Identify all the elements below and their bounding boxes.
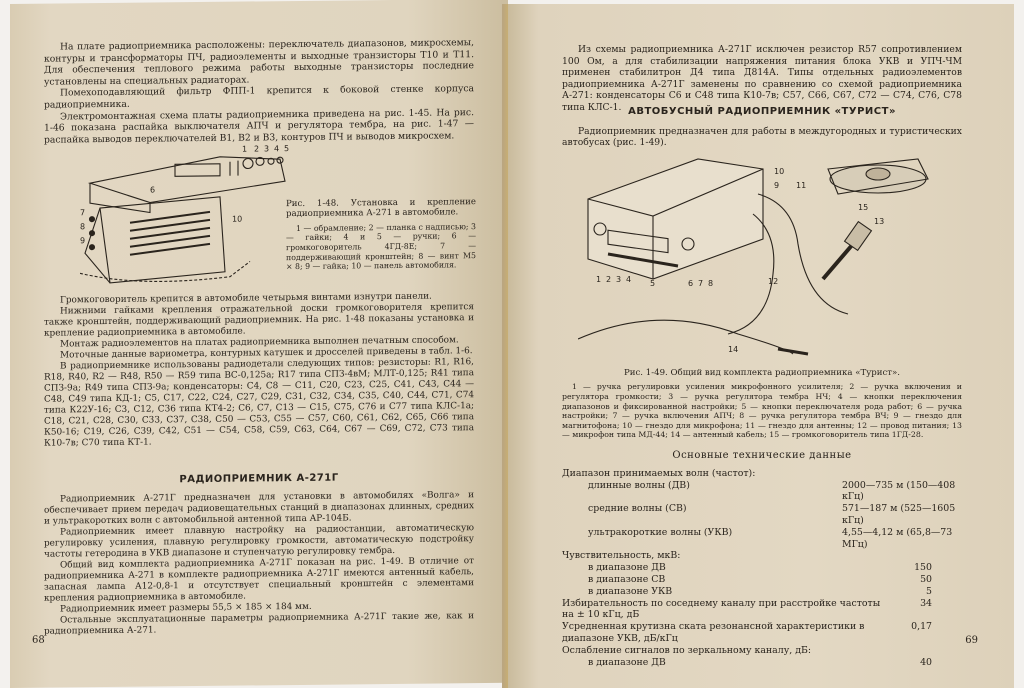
figure-label: 4 bbox=[274, 144, 280, 154]
section-heading: РАДИОПРИЕМНИК А-271Г bbox=[179, 472, 339, 486]
paragraph: Помехоподавляющий фильтр ФПП-1 крепится к боковой стенке корпуса радиоприемника. bbox=[44, 83, 474, 111]
a271g-section bbox=[44, 461, 474, 638]
spec-label: в диапазоне СВ bbox=[588, 573, 666, 585]
paragraph: Остальные эксплуатационные параметры радиоприемника А-271Г такие же, как и радиоприемника А-271. bbox=[44, 611, 474, 637]
paragraph: Громкоговоритель крепится в автомобиле четырьмя винтами изнутри панели. bbox=[60, 291, 432, 306]
figure-label: 9 bbox=[774, 181, 780, 190]
spec-row bbox=[562, 503, 962, 527]
paragraph: Радиоприемник А-271Г предназначен для установки в автомобилях «Волга» и обеспечивает прием передач радиовещательных станций в диапазонах длинных, средних и ультракоротких волн с автомобильной антенной типа АР-104Б. bbox=[44, 490, 474, 527]
figure-label: 2 bbox=[254, 144, 260, 154]
paragraph: Общий вид комплекта радиоприемника А-271Г показан на рис. 1-49. В отличие от радиоприемника А-271 в комплекте радиоприемника А-271Г имеются антенный кабель, запасная лампа А12-0,8-1 и отсутствует специальный кронштейн с элементами крепления радиоприемника в автомобиле. bbox=[44, 556, 474, 604]
paragraph: Моточные данные вариометра, контурных катушек и дросселей приведены в табл. 1-6. bbox=[60, 346, 473, 361]
spec-label: в диапазоне УКВ bbox=[588, 585, 673, 597]
figure-label: 2 bbox=[606, 275, 612, 284]
specs-section bbox=[562, 450, 962, 668]
left-intro bbox=[44, 37, 474, 146]
spec-row bbox=[562, 527, 962, 551]
spec-value bbox=[842, 468, 962, 480]
spec-row bbox=[562, 480, 962, 504]
figure-label: 13 bbox=[874, 217, 885, 226]
spec-label: средние волны (СВ) bbox=[588, 503, 687, 515]
spec-value: 40 bbox=[920, 656, 932, 668]
right-page bbox=[508, 4, 1014, 688]
specs-list bbox=[562, 468, 962, 669]
figure-legend: 1 — обрамление; 2 — планка с надписью; 3 — гайки; 4 и 5 — ручки; 6 — громкоговоритель 4ГД-8Е; 7 — поддерживающий кронштейн; 8 — винт М5 × 8; 9 — гайка; 10 — панель автомобиля. bbox=[286, 221, 476, 272]
spec-value: 571—187 м (525—1605 кГц) bbox=[842, 503, 956, 526]
figure-label: 3 bbox=[616, 275, 622, 284]
turist-section bbox=[562, 96, 962, 149]
spec-row bbox=[562, 550, 962, 562]
spec-value bbox=[842, 645, 962, 657]
spec-value: 0,17 bbox=[911, 621, 932, 633]
spec-row bbox=[562, 598, 962, 622]
spec-label: ультракороткие волны (УКВ) bbox=[588, 526, 733, 538]
spec-row bbox=[562, 621, 962, 645]
spec-value: 150 bbox=[914, 562, 932, 574]
figure-label: 9 bbox=[80, 236, 86, 246]
book-spread bbox=[10, 4, 1014, 688]
spec-value: 34 bbox=[920, 597, 932, 609]
figure-label: 1 bbox=[596, 275, 602, 284]
figure-label: 6 bbox=[150, 185, 156, 195]
spec-label: в диапазоне ДВ bbox=[588, 656, 666, 668]
figure-label: 14 bbox=[728, 345, 739, 354]
specs-heading: Основные технические данные bbox=[672, 450, 852, 461]
spec-value: 2000—735 м (150—408 кГц) bbox=[842, 479, 956, 503]
spec-label: в диапазоне ДВ bbox=[588, 562, 666, 574]
figure-label: 7 bbox=[698, 279, 704, 288]
figure-label: 1 bbox=[242, 144, 248, 154]
figure-1-49-caption bbox=[562, 368, 962, 440]
figure-1-48-caption bbox=[286, 197, 476, 272]
page-number: 68 bbox=[32, 634, 45, 646]
left-page bbox=[10, 0, 508, 688]
spec-row bbox=[562, 657, 962, 669]
spec-label: длинные волны (ДВ) bbox=[588, 479, 690, 491]
spec-value: 5 bbox=[926, 585, 932, 597]
spec-value: 50 bbox=[920, 573, 932, 585]
figure-label: 15 bbox=[858, 203, 869, 212]
paragraph: Радиоприемник имеет размеры 55,5 × 185 × 184 мм. bbox=[60, 601, 312, 615]
paragraph: Из схемы радиоприемника А-271Г исключен резистор R57 сопротивлением 100 Ом, а для стабилизации напряжения питания блока УКВ и УПЧ-ЧМ применен стабилитрон Д4 типа Д814А. Типы отдельных радиоэлементов радиоприемника А-271Г заменены по сравнению со схемой радиоприемника А-271: конденсаторы C6 и C48 типа К10-7в; C57, C66, C67, C72 — C74, C76, C78 типа КЛС-1. bbox=[562, 44, 962, 113]
figure-legend: 1 — ручка регулировки усиления микрофонного усилителя; 2 — ручка включения и регулятора громкости; 3 — ручка регулятора тембра НЧ; 4 — кнопки переключения диапазонов и фиксированной настройки; 5 — кнопки переключателя рода работ; 6 — ручка настройки; 7 — ручка включения АПЧ; 8 — ручка регулятора тембра ВЧ; 9 — гнездо для магнитофона; 10 — гнездо для микрофона; 11 — гнездо для антенны; 12 — провод питания; 13 — микрофон типа МД-44; 14 — антенный кабель; 15 — громкоговоритель типа 1ГД-28. bbox=[562, 382, 962, 440]
spec-row bbox=[562, 468, 962, 480]
figure-label: 8 bbox=[708, 279, 714, 288]
figure-label: 3 bbox=[264, 144, 270, 154]
spec-value: 4,55—4,12 м (65,8—73 МГц) bbox=[842, 526, 953, 550]
spec-label: Усредненная крутизна ската резонансной характеристики в диапазоне УКВ, дБ/кГц bbox=[562, 621, 865, 644]
figure-label: 8 bbox=[80, 222, 86, 232]
spec-label: Чувствительность, мкВ: bbox=[562, 550, 681, 562]
spec-row bbox=[562, 586, 962, 598]
spec-row bbox=[562, 562, 962, 574]
figure-label: 7 bbox=[80, 208, 86, 218]
spec-value bbox=[842, 550, 962, 562]
figure-label: 12 bbox=[768, 277, 779, 286]
paragraph: Радиоприемник предназначен для работы в междугородных и туристических автобусах (рис. 1-49). bbox=[562, 125, 962, 149]
figure-label: 5 bbox=[284, 144, 290, 154]
spec-label: Диапазон принимаемых волн (частот): bbox=[562, 467, 756, 479]
spec-label: Ослабление сигналов по зеркальному каналу, дБ: bbox=[562, 644, 812, 656]
left-mount-section bbox=[44, 291, 474, 450]
paragraph: На плате радиоприемника расположены: переключатель диапазонов, микросхемы, контуры и трансформаторы ПЧ, радиоэлементы и выходные транзисторы T10 и T11. Для обеспечения теплового режима работы выходные транзисторы последние установлены на специальных радиаторах. bbox=[44, 37, 474, 88]
figure-label: 10 bbox=[774, 167, 785, 176]
spec-label: Избирательность по соседнему каналу при расстройке частоты на ± 10 кГц, дБ bbox=[562, 597, 881, 621]
figure-1-49-drawing bbox=[578, 154, 938, 364]
page-number: 69 bbox=[965, 635, 978, 646]
figure-label: 10 bbox=[232, 214, 243, 224]
paragraph: Нижними гайками крепления отражательной доски громкоговорителя крепится также кронштейн, поддерживающий радиоприемник. На рис. 1-48 показаны установка и крепление радиоприемника в автомобиле. bbox=[44, 302, 474, 339]
figure-title: Рис. 1-49. Общий вид комплекта радиоприемника «Турист». bbox=[623, 368, 901, 378]
figure-label: 4 bbox=[626, 275, 632, 284]
paragraph: Электромонтажная схема платы радиоприемника приведена на рис. 1-45. На рис. 1-46 показана распайка выключателя АПЧ и регулятора тембра, на рис. 1-47 — распайка выводов переключателей B1, B2 и B3, контуров ПЧ и выводов микросхем. bbox=[44, 106, 474, 146]
figure-title: Рис. 1-48. Установка и крепление радиоприемника А-271 в автомобиле. bbox=[286, 197, 476, 220]
figure-label: 5 bbox=[650, 279, 656, 288]
paragraph: В радиоприемнике использованы радиодетали следующих типов: резисторы: R1, R16, R18, R40, R2 — R48, R50 — R59 типа ВС-0,125а; R17 типа СПЗ-4вМ; МЛТ-0,125; R41 типа СПЗ-9а; R49 типа СПЗ-9а; конденсаторы: C4, C8 — C11, C20, C23, C25, C41, C43, C44 — C48, C49 типа КД-1; C5, C17, C22, C24, C27, C29, C31, C32, C34, C35, C40, C44, C71, C74 типа К22У-16; C3, C12, C36 типа КТ4-2; C6, C7, C13 — C15, C75, C76 и C77 типа КЛС-1а; C18, C21, C28, C30, C33, C37, C38, C50 — C53, C55 — C57, C60, C61, C62, C65, C66 типа К50-16; C19, C26, C39, C42, C51 — C54, C58, C59, C63, C64, C67 — C69, C72, C73 типа К10-7в; C70 типа КТ-1. bbox=[44, 357, 474, 449]
spec-row bbox=[562, 645, 962, 657]
spec-row bbox=[562, 574, 962, 586]
figure-label: 6 bbox=[688, 279, 694, 288]
figure-label: 11 bbox=[796, 181, 807, 190]
figure-1-48-drawing bbox=[80, 141, 300, 293]
paragraph: Монтаж радиоэлементов на платах радиоприемника выполнен печатным способом. bbox=[60, 335, 459, 350]
section-heading: АВТОБУСНЫЙ РАДИОПРИЕМНИК «ТУРИСТ» bbox=[628, 106, 896, 117]
paragraph: Радиоприемник имеет плавную настройку на радиостанции, автоматическую регулировку усиления, плавную регулировку громкости, автоматическую подстройку частоты гетеродина в УКВ диапазоне и ступенчатую регулировку тембра. bbox=[44, 523, 474, 560]
